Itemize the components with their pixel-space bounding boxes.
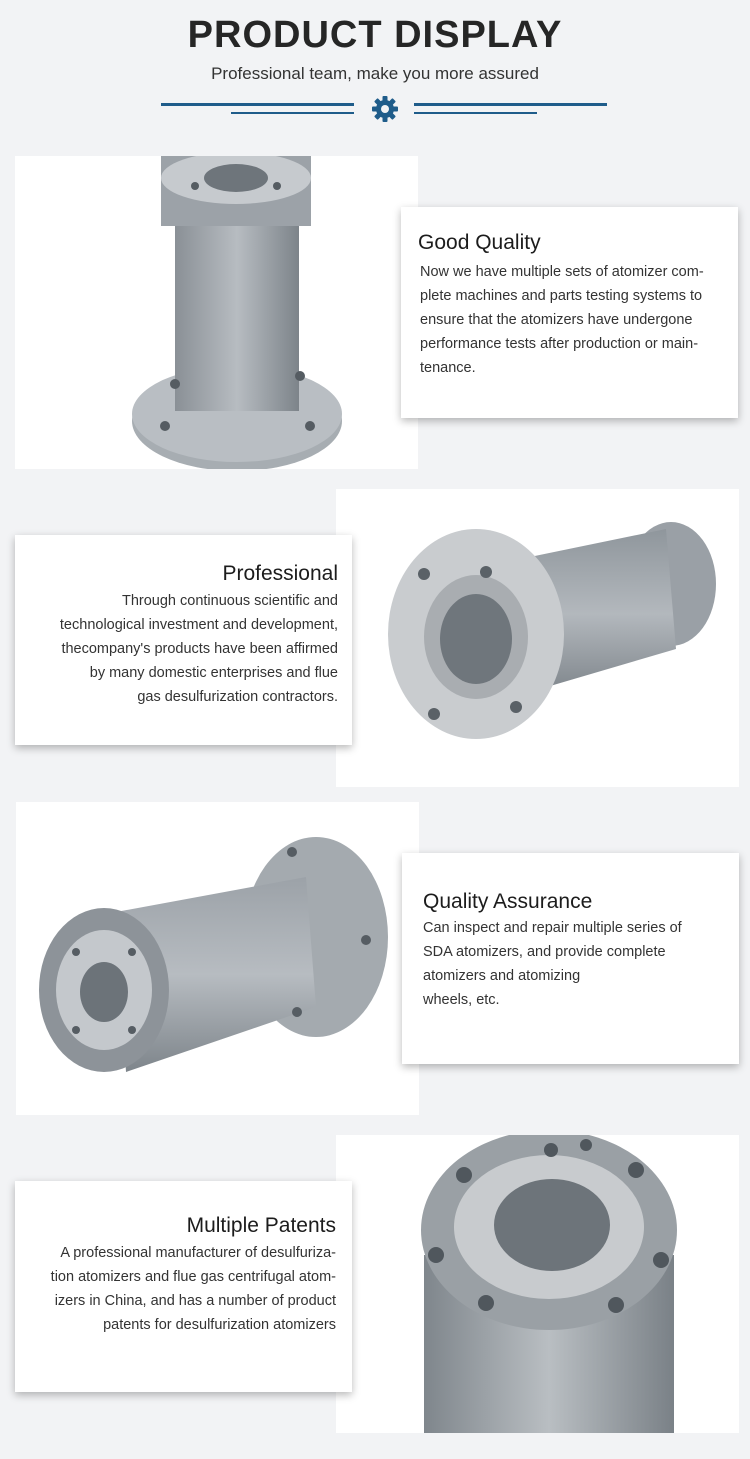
card-heading: Good Quality: [418, 231, 541, 254]
card-heading: Professional: [222, 562, 338, 585]
page-header: [0, 0, 750, 140]
card-text-line: patents for desulfurization atomizers: [103, 1317, 336, 1333]
divider-line-right-lower: [414, 112, 537, 114]
card-text-line: tion atomizers and flue gas centrifugal atom-: [50, 1269, 336, 1285]
feature-card-multiple-patents: [15, 1181, 352, 1392]
gear-icon: [371, 95, 399, 123]
card-text-line: plete machines and parts testing systems to: [420, 288, 703, 304]
card-text-line: SDA atomizers, and provide complete: [423, 944, 666, 960]
card-text-line: gas desulfurization contractors.: [137, 689, 338, 705]
page-subtitle: Professional team, make you more assured: [211, 64, 539, 83]
card-text-line: tenance.: [420, 360, 476, 376]
divider-line-left: [161, 103, 354, 106]
divider-line-right: [414, 103, 607, 106]
product-photo-vertical: [15, 156, 418, 469]
card-text-line: wheels, etc.: [423, 992, 500, 1008]
card-text-line: atomizers and atomizing: [423, 968, 581, 984]
page-title: PRODUCT DISPLAY: [187, 14, 563, 56]
feature-card-quality-assurance: [402, 853, 739, 1064]
feature-card-professional: [15, 535, 352, 745]
card-text-line: Through continuous scientific and: [121, 593, 338, 609]
card-text-line: technological investment and development,: [59, 617, 338, 633]
card-text-line: thecompany's products have been affirmed: [61, 641, 338, 657]
card-text-line: Now we have multiple sets of atomizer com-: [420, 264, 704, 280]
product-photo-top-view: [336, 1135, 739, 1433]
product-photo-angled: [16, 802, 419, 1115]
divider-line-left-lower: [231, 112, 354, 114]
card-heading: Quality Assurance: [423, 890, 593, 913]
feature-card-good-quality: [401, 207, 738, 418]
card-heading: Multiple Patents: [186, 1214, 336, 1237]
card-text-line: performance tests after production or main-: [420, 336, 699, 352]
product-photo-flange-front: [336, 489, 739, 787]
card-text-line: izers in China, and has a number of product: [54, 1293, 336, 1309]
card-text-line: A professional manufacturer of desulfuriza-: [60, 1245, 336, 1261]
card-text-line: by many domestic enterprises and flue: [89, 665, 338, 681]
card-text-line: ensure that the atomizers have undergone: [420, 312, 693, 328]
card-text-line: Can inspect and repair multiple series of: [423, 920, 682, 936]
